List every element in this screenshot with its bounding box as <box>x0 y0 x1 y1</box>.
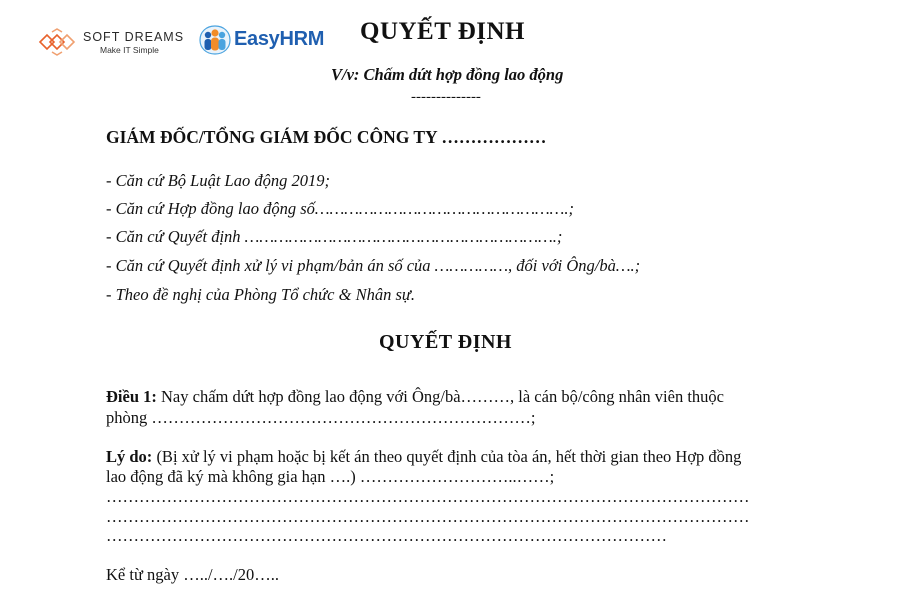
basis-item: - Theo đề nghị của Phòng Tổ chức & Nhân sự. <box>106 285 416 304</box>
reason-line1 <box>106 447 741 467</box>
softdreams-logo <box>38 26 188 62</box>
softdreams-diamond-icon <box>38 28 78 56</box>
basis-item: - Căn cứ Bộ Luật Lao động 2019; <box>106 171 330 190</box>
easyhrm-people-icon <box>197 24 233 56</box>
reason-dots-2: ……………………………………………………………………………………………………… <box>106 507 750 526</box>
easyhrm-name: EasyHRM <box>234 28 325 50</box>
easyhrm-logo <box>197 24 332 58</box>
article1-text: Nay chấm dứt hợp đồng lao động với Ông/bà………, là cán bộ/công nhân viên thuộc <box>156 387 724 406</box>
director-heading: GIÁM ĐỐC/TỔNG GIÁM ĐỐC CÔNG TY ……………… <box>106 127 547 147</box>
article1-line2: phòng ……………………………………………………………; <box>106 408 536 427</box>
effective-date: Kể từ ngày …../…./20….. <box>106 565 280 584</box>
softdreams-tagline: Make IT Simple <box>100 45 159 55</box>
basis-item: - Căn cứ Hợp đồng lao động số…………………………………………….; <box>106 199 574 218</box>
softdreams-name: SOFT DREAMS <box>83 30 185 44</box>
title-separator: -------------- <box>411 89 481 105</box>
document-subject: V/v: Chấm dứt hợp đồng lao động <box>331 65 564 84</box>
article1-line1 <box>106 387 724 407</box>
reason-dots-3: ………………………………………………………………………………………… <box>106 526 667 545</box>
reason-line2: lao động đã ký mà không gia hạn ….) ………………………..……; <box>106 467 555 486</box>
decision-heading: QUYẾT ĐỊNH <box>379 331 512 353</box>
article1-label: Điều 1: <box>106 387 157 406</box>
basis-item: - Căn cứ Quyết định ……………………………………………………….; <box>106 227 563 246</box>
reason-text: (Bị xử lý vi phạm hoặc bị kết án theo quyết định của tòa án, hết thời gian theo Hợp đồng <box>152 447 742 466</box>
document-title: QUYẾT ĐỊNH <box>360 18 525 45</box>
reason-dots-1: ……………………………………………………………………………………………………… <box>106 487 750 506</box>
reason-label: Lý do: <box>106 447 153 466</box>
basis-item: - Căn cứ Quyết định xử lý vi phạm/bản án số của ……………, đối với Ông/bà….; <box>106 256 641 275</box>
